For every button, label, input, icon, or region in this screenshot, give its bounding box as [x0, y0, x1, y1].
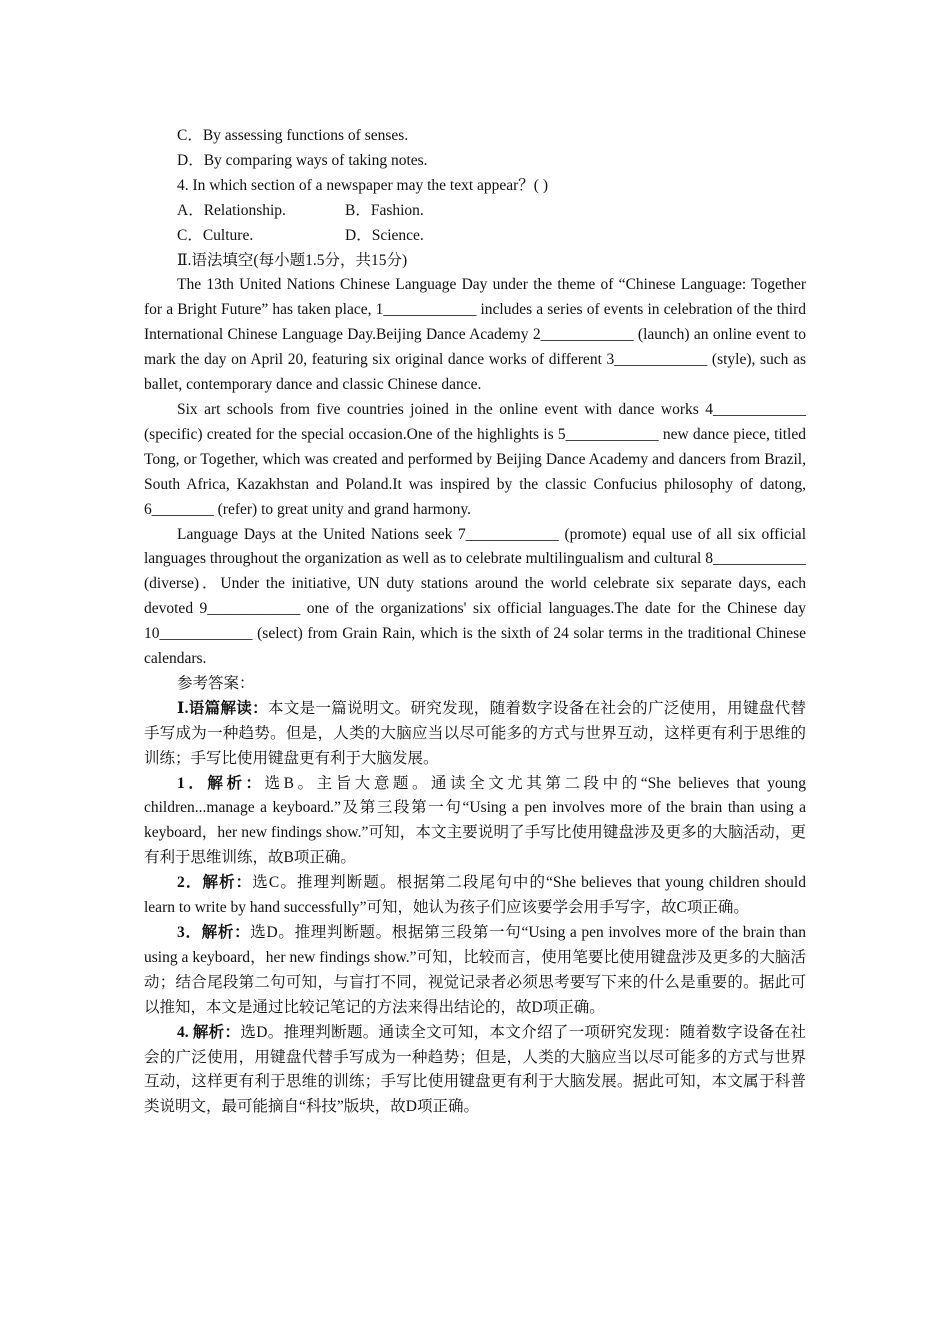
answer-item — [144, 871, 806, 921]
answer-text: 选B。主旨大意题。通读全文尤其第二段中的“She believes that young children...manage a keyboard.”及第三段第一句“Using a pen involves more of the brain than using a keyboard，her new findings show.”可知，本文主要说明了手写比使用键盘涉及更多的大脑活动，更有利于思维训练，故B项正确。 — [144, 774, 806, 867]
answer-text: 选C。推理判断题。根据第二段尾句中的“She believes that young children should learn to write by hand successfully”可知，她认为孩子们应该要学会用手写字，故C项正确。 — [144, 874, 806, 917]
answer-text: 选D。推理判断题。通读全文可知，本文介绍了一项研究发现：随着数字设备在社会的广泛使用，用键盘代替手写成为一种趋势；但是，人类的大脑应当以尽可能多的方式与世界互动，这样更有利于思维的训练；手写比使用键盘更有利于大脑发展。据此可知，本文属于科普类说明文，最可能摘自“科技”版块，故D项正确。 — [144, 1023, 806, 1116]
q3-option-d: D．By comparing ways of taking notes. — [177, 151, 428, 169]
answer-item — [144, 921, 806, 1021]
document-page — [144, 124, 806, 1120]
q4-options-row-2 — [144, 224, 806, 249]
answers-intro-label: Ⅰ.语篇解读： — [177, 699, 268, 717]
section2-heading: Ⅱ.语法填空(每小题1.5分，共15分) — [177, 251, 408, 269]
answer-text: 选D。推理判断题。根据第三段第一句“Using a pen involves more of the brain than using a keyboard，her new findings show.”可知，比较而言，使用笔要比使用键盘涉及更多的大脑活动；结合尾段第二句可知，与盲打不同，视觉记录者必须思考要写下来的什么是重要的。据此可以推知，本文是通过比较记笔记的方法来得出结论的，故D项正确。 — [144, 924, 806, 1016]
q4-option-a: A．Relationship. — [177, 201, 286, 219]
answer-label: 2．解析： — [177, 874, 253, 892]
answer-label: 4. 解析： — [177, 1023, 241, 1041]
answer-label: 1．解析： — [177, 774, 265, 792]
answers-title: 参考答案： — [177, 674, 255, 692]
q4-options-row-1 — [144, 199, 806, 224]
answer-item — [144, 772, 806, 872]
cloze-paragraph-1: The 13th United Nations Chinese Language Day under the theme of “Chinese Language: Together for a Bright Future” has taken place, 1____________ includes a series of events in celebration of the third International Chinese Language Day.Beijing Dance Academy 2____________ (launch) an online event to mark the day on April 20, featuring six original dance works of different 3____________ (style), such as ballet, contemporary dance and classic Chinese dance. — [144, 276, 806, 394]
q4-option-b: B．Fashion. — [345, 201, 424, 219]
q4-stem: 4. In which section of a newspaper may the text appear？( ) — [177, 176, 549, 194]
answer-item — [144, 1021, 806, 1121]
q4-option-d: D．Science. — [345, 226, 424, 244]
q4-option-c: C．Culture. — [177, 226, 254, 244]
answers-intro-text: 本文是一篇说明文。研究发现，随着数字设备在社会的广泛使用，用键盘代替手写成为一种趋势。但是，人类的大脑应当以尽可能多的方式与世界互动，这样更有利于思维的训练；手写比使用键盘更有利于大脑发展。 — [144, 699, 806, 767]
q3-option-c: C．By assessing functions of senses. — [177, 127, 409, 144]
answer-label: 3．解析： — [177, 924, 251, 941]
cloze-paragraph-2: Six art schools from five countries joined in the online event with dance works 4____________ (specific) created for the special occasion.One of the highlights is 5____________ new dance piece, titled Tong, or Together, which was created and performed by Beijing Dance Academy and dancers from Brazil, South Africa, Kazakhstan and Poland.It was inspired by the classic Confucius philosophy of datong, 6________ (refer) to great unity and grand harmony. — [144, 400, 806, 518]
cloze-paragraph-3: Language Days at the United Nations seek 7____________ (promote) equal use of all six official languages throughout the organization as well as to celebrate multilingualism and cultural 8____________ (diverse)．Under the initiative, UN duty stations around the world celebrate six separate days, each devoted 9____________ one of the organizations' six official languages.The date for the Chinese day 10____________ (select) from Grain Rain, which is the sixth of 24 solar terms in the traditional Chinese calendars. — [144, 525, 806, 668]
answers-intro — [144, 697, 806, 772]
